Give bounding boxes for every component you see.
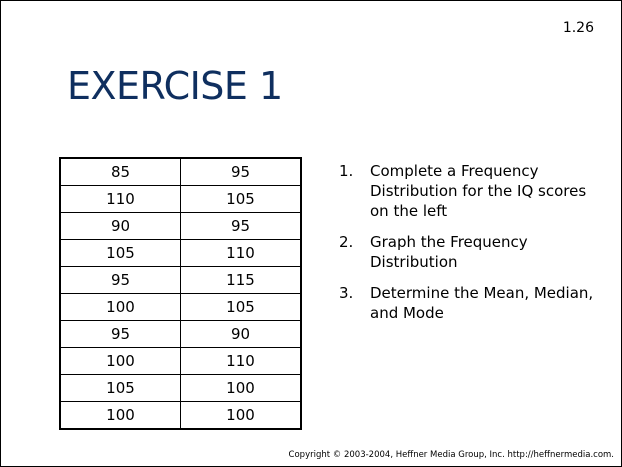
task-text: Graph the Frequency Distribution — [370, 233, 528, 271]
table-row — [60, 402, 301, 430]
table-cell: 95 — [181, 213, 302, 240]
table-cell: 100 — [181, 375, 302, 402]
table-cell: 90 — [181, 321, 302, 348]
task-text: Complete a Frequency Distribution for the IQ scores on the left — [370, 162, 587, 220]
table-row — [60, 321, 301, 348]
list-item — [339, 283, 599, 323]
table-cell: 110 — [181, 348, 302, 375]
table-cell: 100 — [60, 294, 181, 321]
task-list — [339, 161, 599, 334]
table-cell: 100 — [60, 348, 181, 375]
table-cell: 105 — [60, 240, 181, 267]
table-cell: 115 — [181, 267, 302, 294]
table-cell: 95 — [181, 158, 302, 186]
table-row — [60, 186, 301, 213]
table-row — [60, 240, 301, 267]
table-row — [60, 267, 301, 294]
table-row — [60, 213, 301, 240]
table-cell: 105 — [181, 186, 302, 213]
copyright-footer: Copyright © 2003-2004, Heffner Media Group, Inc. http://heffnermedia.com. — [288, 450, 614, 460]
slide-title: EXERCISE 1 — [67, 64, 283, 108]
table-cell: 85 — [60, 158, 181, 186]
slide-number: 1.26 — [562, 20, 594, 36]
table-cell: 100 — [60, 402, 181, 430]
table-cell: 100 — [181, 402, 302, 430]
table-cell: 105 — [60, 375, 181, 402]
task-number: 1. — [339, 162, 354, 180]
table-row — [60, 348, 301, 375]
list-item — [339, 161, 599, 221]
table-cell: 90 — [60, 213, 181, 240]
table-cell: 110 — [181, 240, 302, 267]
task-number: 3. — [339, 284, 354, 302]
table-row — [60, 375, 301, 402]
table-cell: 110 — [60, 186, 181, 213]
table-cell: 105 — [181, 294, 302, 321]
task-text: Determine the Mean, Median, and Mode — [370, 284, 594, 322]
table-row — [60, 294, 301, 321]
list-item — [339, 232, 599, 272]
table-row — [60, 158, 301, 186]
task-number: 2. — [339, 233, 354, 251]
iq-scores-table — [59, 157, 302, 430]
table-cell: 95 — [60, 267, 181, 294]
table-cell: 95 — [60, 321, 181, 348]
